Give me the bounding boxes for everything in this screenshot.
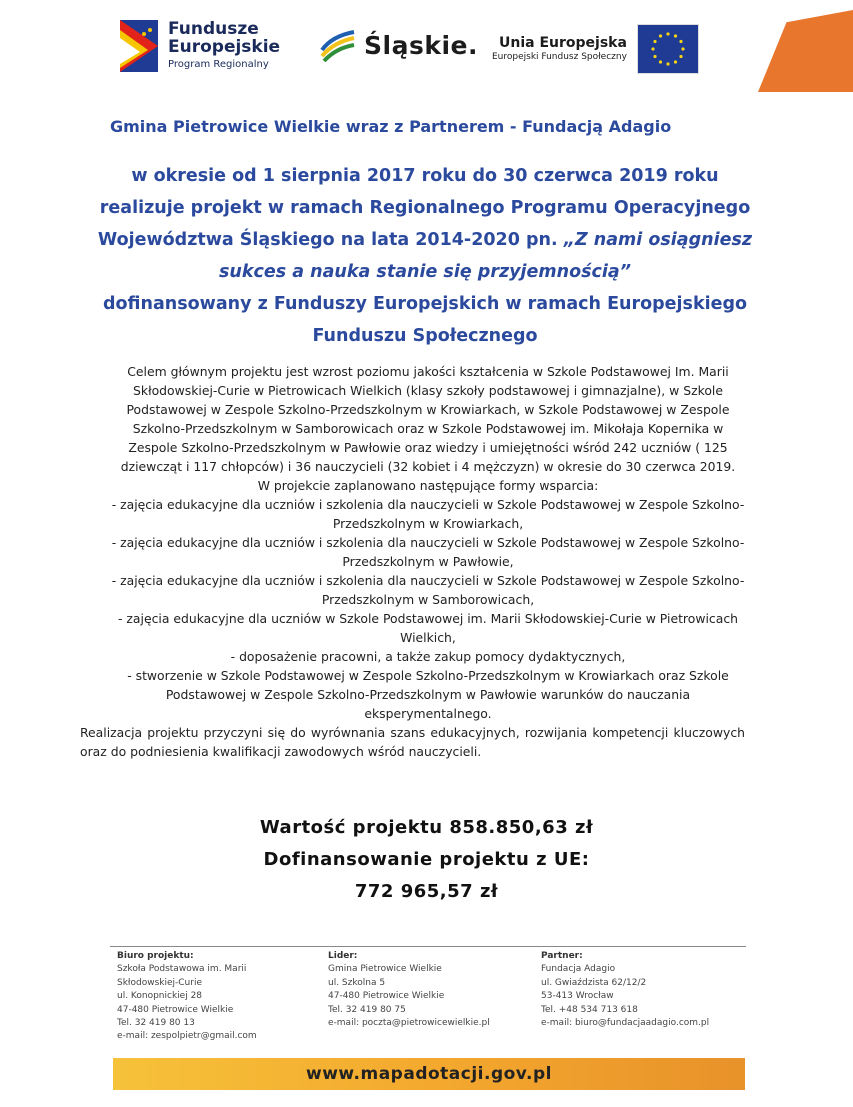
footer-line: 47-480 Pietrowice Wielkie bbox=[117, 1004, 234, 1015]
eu-flag-icon bbox=[637, 24, 699, 74]
fe-line1: Fundusze bbox=[168, 19, 259, 40]
footer-email[interactable]: e-mail: poczta@pietrowicewielkie.pl bbox=[328, 1018, 490, 1029]
footer-biuro bbox=[117, 950, 257, 1044]
footer-line: Gmina Pietrowice Wielkie bbox=[328, 964, 442, 975]
fe-flag-icon bbox=[120, 20, 158, 72]
support-item: - stworzenie w Szkole Podstawowej w Zespole Szkolno-Przedszkolnym w Krowiarkach oraz Szkole Podstawowej w Zespole Szkolno-Przedszkolnym w Pawłowie warunków do nauczania eksperymentalnego. bbox=[127, 668, 729, 721]
eu-funding-label: Dofinansowanie projektu z UE: bbox=[263, 849, 590, 870]
fe-line2: Europejskie bbox=[168, 37, 281, 58]
footer-divider bbox=[110, 946, 746, 947]
heading-line6: Funduszu Społecznego bbox=[312, 326, 538, 346]
project-heading bbox=[80, 160, 770, 352]
ue-line1: Unia Europejska bbox=[499, 35, 627, 52]
heading-line1: w okresie od 1 sierpnia 2017 roku do 30 czerwca 2019 roku bbox=[131, 166, 719, 186]
unia-europejska-logo bbox=[492, 24, 699, 74]
footer-partner-title: Partner: bbox=[541, 951, 583, 961]
heading-line5: dofinansowany z Funduszy Europejskich w ramach Europejskiego bbox=[102, 294, 748, 314]
footer-line: 53-413 Wrocław bbox=[541, 991, 614, 1002]
heading-line3 bbox=[80, 224, 770, 256]
heading-line3-plain: Województwa Śląskiego na lata 2014-2020 pn. bbox=[97, 230, 564, 250]
support-forms-intro: W projekcie zaplanowano następujące formy wsparcia: bbox=[257, 478, 599, 493]
footer-biuro-title: Biuro projektu: bbox=[117, 951, 194, 961]
support-item: - zajęcia edukacyjne dla uczniów i szkolenia dla nauczycieli w Szkole Podstawowej w Zespole Szkolno-Przedszkolnym w Pawłowie, bbox=[111, 535, 745, 569]
outcome-paragraph: Realizacja projektu przyczyni się do wyrównania szans edukacyjnych, rozwijania kompetencji kluczowych oraz do podniesienia kwalifikacji zawodowych wśród nauczycieli. bbox=[80, 725, 745, 759]
project-value: Wartość projektu 858.850,63 zł bbox=[259, 817, 594, 838]
support-item: - doposażenie pracowni, a także zakup pomocy dydaktycznych, bbox=[230, 649, 626, 664]
footer-line: Tel. 32 419 80 75 bbox=[328, 1004, 406, 1015]
footer-line: Fundacja Adagio bbox=[541, 964, 616, 975]
slaskie-waves-icon bbox=[320, 28, 356, 62]
heading-line4 bbox=[80, 256, 770, 288]
project-values bbox=[0, 812, 853, 908]
footer-line: Tel. +48 534 713 618 bbox=[541, 1004, 638, 1015]
footer-line: Skłodowskiej-Curie bbox=[117, 977, 202, 988]
mapadotacji-banner[interactable] bbox=[113, 1058, 745, 1090]
footer-line: Szkoła Podstawowa im. Marii bbox=[117, 964, 247, 975]
footer-lider-title: Lider: bbox=[328, 951, 358, 961]
footer-line: ul. Gwiaździsta 62/12/2 bbox=[541, 977, 647, 988]
heading-line3-italic: „Z nami osiągniesz bbox=[563, 230, 753, 250]
support-item: - zajęcia edukacyjne dla uczniów i szkolenia dla nauczycieli w Szkole Podstawowej w Zespole Szkolno-Przedszkolnym w Samborowicach, bbox=[111, 573, 745, 607]
slaskie-logo bbox=[320, 28, 478, 62]
intro-heading: Gmina Pietrowice Wielkie wraz z Partnerem - Fundacją Adagio bbox=[110, 117, 672, 136]
footer-line: 47-480 Pietrowice Wielkie bbox=[328, 991, 445, 1002]
heading-line4-italic: sukces a nauka stanie się przyjemnością” bbox=[218, 262, 632, 282]
slaskie-text: Śląskie. bbox=[364, 30, 478, 60]
fe-line3: Program Regionalny bbox=[168, 59, 269, 71]
support-item: - zajęcia edukacyjne dla uczniów w Szkole Podstawowej im. Marii Skłodowskiej-Curie w Pietrowicach Wielkich, bbox=[118, 611, 738, 645]
heading-line2: realizuje projekt w ramach Regionalnego Programu Operacyjnego bbox=[99, 198, 751, 218]
footer-line: Tel. 32 419 80 13 bbox=[117, 1018, 195, 1029]
footer-email[interactable]: e-mail: zespolpietr@gmail.com bbox=[117, 1031, 257, 1042]
ue-line2: Europejski Fundusz Społeczny bbox=[492, 52, 627, 62]
orange-corner-decoration bbox=[758, 10, 853, 92]
footer-lider bbox=[328, 950, 490, 1030]
footer-line: ul. Konopnickiej 28 bbox=[117, 991, 203, 1002]
footer-line: ul. Szkolna 5 bbox=[328, 977, 386, 988]
footer-email[interactable]: e-mail: biuro@fundacjaadagio.com.pl bbox=[541, 1018, 710, 1029]
mapadotacji-link[interactable]: www.mapadotacji.gov.pl bbox=[306, 1064, 552, 1084]
eu-funding-value: 772 965,57 zł bbox=[354, 881, 499, 902]
fundusze-europejskie-logo bbox=[120, 20, 280, 72]
description-paragraph: Celem głównym projektu jest wzrost poziomu jakości kształcenia w Szkole Podstawowej Im. Marii Skłodowskiej-Curie w Pietrowicach Wielkich (klasy szkoły podstawowej i gimnazjalne), w Szkole Podstawowej w Zespole Szkolno-Przedszkolnym w Krowiarkach, w Szkole Podstawowej w Zespole Szkolno-Przedszkolnym w Samborowicach oraz w Szkole Podstawowej im. Mikołaja Kopernika w Zespole Szkolno-Przedszkolnym w Pawłowie oraz wiedzy i umiejętności wśród 242 uczniów ( 125 dziewcząt i 117 chłopców) i 36 nauczycieli (32 kobiet i 4 mężczyzn) w okresie do 30 czerwca 2019. bbox=[120, 364, 736, 474]
support-item: - zajęcia edukacyjne dla uczniów i szkolenia dla nauczycieli w Szkole Podstawowej w Zespole Szkolno-Przedszkolnym w Krowiarkach, bbox=[111, 497, 745, 531]
footer-partner bbox=[541, 950, 709, 1030]
project-description bbox=[80, 362, 746, 761]
logo-bar bbox=[120, 20, 740, 80]
